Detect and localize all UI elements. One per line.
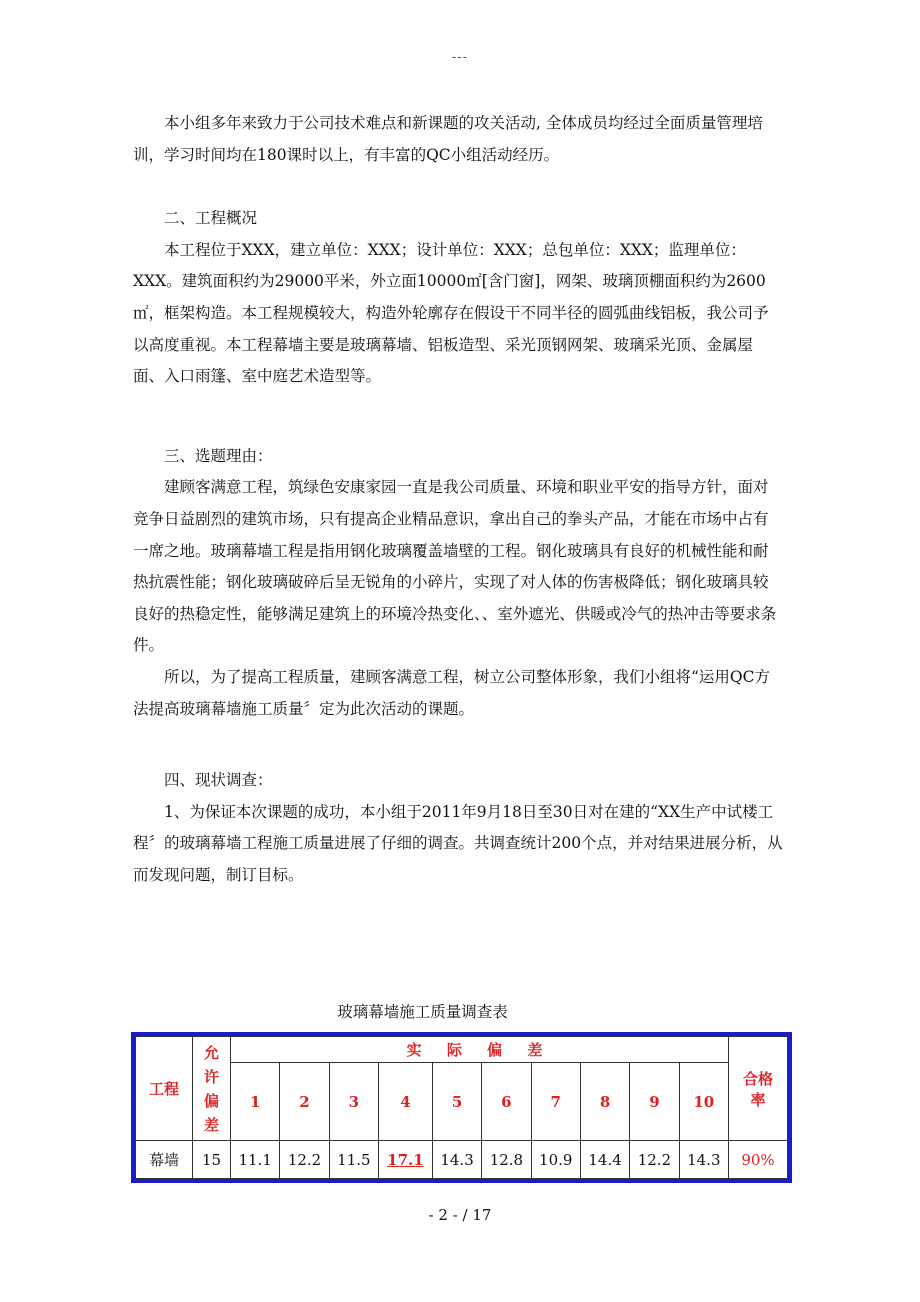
survey-table [135,1036,788,1179]
paragraph-topic-reason: 建顾客满意工程，筑绿色安康家园一直是我公司质量、环境和职业平安的指导方针，面对竞争日益剧烈的建筑市场，只有提高企业精品意识，拿出自己的拳头产品，才能在市场中占有一席之地。玻璃幕墙工程是指用钢化玻璃覆盖墙壁的工程。钢化玻璃具有良好的机械性能和耐热抗震性能；钢化玻璃破碎后呈无锐角的小碎片，实现了对人体的伤害极降低；钢化玻璃具较良好的热稳定性，能够满足建筑上的环境冷热变化、、室外遮光、供暖或冷气的热冲击等要求条件。 [133,478,777,655]
cell-value: 14.4 [580,1141,629,1179]
heading-topic-reason: 三、选题理由： [164,446,273,465]
header-point: 6 [482,1063,531,1141]
header-point: 9 [630,1063,679,1141]
header-point: 3 [329,1063,378,1141]
paragraph-status-survey: 1、为保证本次课题的成功，本小组于2011年9月18日至30日对在建的“XX生产中试楼工程〞的玻璃幕墙工程施工质量进展了仔细的调查。共调查统计200个点，并对结果进展分析，从而发现问题，制订目标。 [133,802,783,884]
cell-value: 14.3 [679,1141,728,1179]
cell-value: 12.2 [630,1141,679,1179]
cell-value-out-of-tolerance: 17.1 [379,1141,433,1179]
header-actual-deviation: 实 际 偏 差 [231,1037,729,1063]
table-title: 玻璃幕墙施工质量调查表 [337,1003,508,1021]
cell-value: 11.1 [231,1141,280,1179]
cell-value: 12.8 [482,1141,531,1179]
paragraph-project-overview: 本工程位于XXX，建立单位：XXX；设计单位：XXX；总包单位：XXX；监理单位：XXX。建筑面积约为29000平米，外立面10000㎡[含门窗]，网架、玻璃顶棚面积约为2600㎡，框架构造。本工程规模较大，构造外轮廓存在假设干不同半径的圆弧曲线铝板，我公司予以高度重视。本工程幕墙主要是玻璃幕墙、铝板造型、采光顶钢网架、玻璃采光顶、金属屋面、入口雨篷、室中庭艺术造型等。 [133,240,769,386]
cell-value: 11.5 [329,1141,378,1179]
header-point: 8 [580,1063,629,1141]
cell-pass-rate: 90% [729,1141,788,1179]
paragraph-team-intro: 本小组多年来致力于公司技术难点和新课题的攻关活动, 全体成员均经过全面质量管理培训，学习时间均在180课时以上，有丰富的QC小组活动经历。 [133,114,763,164]
cell-allowed-deviation: 15 [193,1141,231,1179]
cell-value: 12.2 [280,1141,329,1179]
header-point: 10 [679,1063,728,1141]
header-pass-rate: 合格 率 [729,1037,788,1141]
header-point: 2 [280,1063,329,1141]
header-mark: --- [451,50,469,65]
cell-value: 10.9 [531,1141,580,1179]
table-row [136,1141,788,1179]
paragraph-topic-conclusion: 所以，为了提高工程质量，建顾客满意工程，树立公司整体形象，我们小组将“运用QC方法提高玻璃幕墙施工质量〞定为此次活动的课题。 [133,667,770,718]
heading-project-overview: 二、工程概况 [164,209,258,228]
heading-status-survey: 四、现状调查： [164,771,273,790]
cell-project-name: 幕墙 [136,1141,193,1179]
survey-table-frame [131,1032,792,1183]
document-body [133,108,783,891]
page-number: - 2 - / 17 [428,1206,492,1224]
cell-value: 14.3 [432,1141,481,1179]
header-point: 7 [531,1063,580,1141]
header-point: 5 [432,1063,481,1141]
header-point: 4 [379,1063,433,1141]
header-project: 工程 [136,1037,193,1141]
header-allowed-deviation: 允 许 偏 差 [193,1037,231,1141]
header-point: 1 [231,1063,280,1141]
